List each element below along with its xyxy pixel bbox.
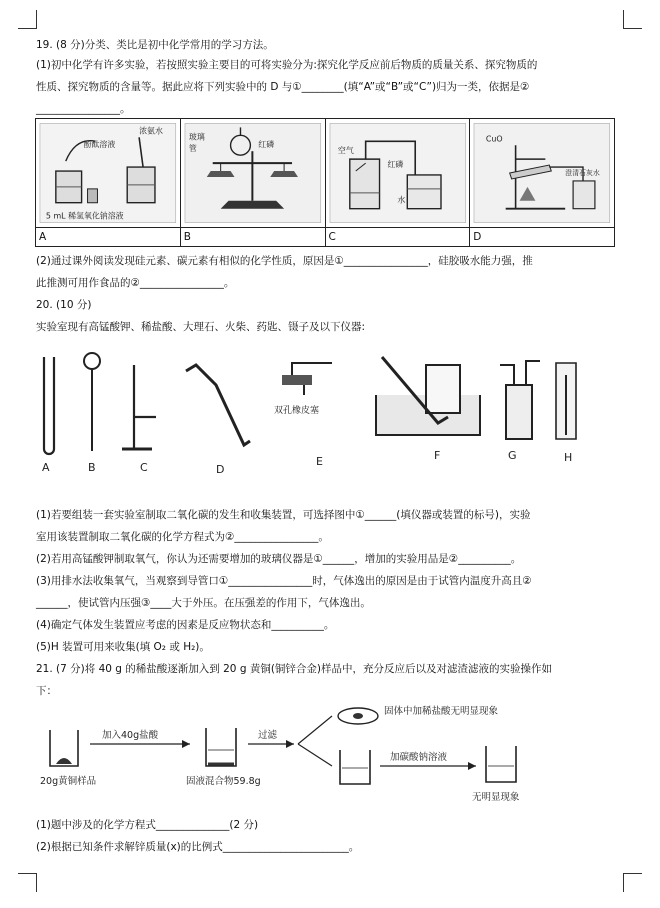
corner-mark-top-left — [18, 10, 37, 29]
experiment-label-a: A — [36, 228, 181, 247]
apparatus-figure — [30, 345, 620, 475]
experiment-c-cell — [325, 119, 470, 228]
q19-part1-line2: 性质、探究物质的含量等。据此应将下列实验中的 D 与①________(填“A”或“B”或“C”)归为一类，依据是② — [36, 81, 530, 93]
experiment-label-d: D — [470, 228, 615, 247]
apparatus-label-g: G — [508, 449, 517, 462]
q20-s1-line2: 室用该装置制取二氧化碳的化学方程式为②________________。 — [36, 531, 329, 543]
experiment-label-c: C — [325, 228, 470, 247]
q20-s2: (2)若用高锰酸钾制取氧气，你认为还需要增加的玻璃仪器是①______，增加的实验用品是②__________。 — [36, 553, 522, 565]
fig-d-label: CuO — [486, 134, 503, 144]
experiment-d-cell — [470, 119, 615, 228]
experiment-label-b: B — [180, 228, 325, 247]
two-hole-stopper-e — [282, 375, 312, 385]
corner-mark-bottom-right — [623, 873, 642, 892]
experiment-table — [35, 118, 615, 247]
q19-title: 19. (8 分)分类、类比是初中化学常用的学习方法。 — [36, 39, 274, 51]
stopper-label: 双孔橡皮塞 — [274, 406, 320, 416]
beaker-result — [486, 746, 516, 782]
fig-c-label-water: 水 — [396, 195, 405, 205]
q20-s1-line1: (1)若要组装一套实验室制取二氧化碳的发生和收集装置，可选择图中①______(填仪器或装置的标号)，实验 — [36, 509, 531, 521]
flow-filter: 过滤 — [258, 730, 278, 741]
fig-b-label-left2: 管 — [188, 144, 197, 154]
q20-s3-line2: ______，使试管内压强③____大于外压。在压强差的作用下，气体逸出。 — [36, 597, 371, 609]
fig-d-label2: 澄清石灰水 — [565, 168, 601, 177]
flow-mixture: 固液混合物59.8g — [186, 776, 261, 787]
flow-add-acid: 加入40g盐酸 — [102, 730, 159, 741]
apparatus-label-a: A — [42, 461, 50, 474]
q20-s3-line1: (3)用排水法收集氧气，当观察到导管口①________________时，气体逸出的原因是由于试管内温度升高且② — [36, 575, 532, 587]
apparatus-label-e: E — [316, 455, 323, 468]
corner-mark-top-right — [623, 10, 642, 29]
test-tube-a — [44, 357, 54, 454]
q21-title-line2: 下： — [36, 685, 57, 697]
experiment-d-figure — [470, 119, 614, 227]
gas-bottle-g — [506, 385, 532, 439]
fig-a-label-right: 浓氨水 — [139, 126, 163, 136]
funnel-b — [84, 353, 100, 369]
flow-add-solution: 加碳酸钠溶液 — [390, 752, 448, 763]
flow-no-change: 无明显现象 — [472, 792, 520, 803]
q21-s1: (1)题中涉及的化学方程式______________(2 分) — [36, 819, 259, 831]
q19-part1-line1: (1)初中化学有许多实验，若按照实验主要目的可将实验分为:探究化学反应前后物质的质量关系、探究物质的 — [36, 59, 538, 71]
corner-mark-bottom-left — [18, 873, 37, 892]
q19-part1-line3: ________________。 — [36, 103, 131, 115]
flow-solid-test: 固体中加稀盐酸无明显现象 — [384, 706, 499, 717]
apparatus-label-h: H — [564, 451, 573, 464]
fig-c-label-red: 红磷 — [386, 160, 403, 170]
experiment-c-figure — [326, 119, 470, 227]
apparatus-label-c: C — [140, 461, 148, 474]
apparatus-label-f: F — [434, 449, 441, 462]
fig-b-label-right: 红磷 — [258, 140, 274, 150]
beaker-filtrate — [340, 750, 370, 784]
flow-sample: 20g黄铜样品 — [40, 776, 97, 787]
q20-intro: 实验室现有高锰酸钾、稀盐酸、大理石、火柴、药匙、镊子及以下仪器: — [36, 321, 366, 333]
q19-part2-line2: 此推测可用作食品的②________________。 — [36, 277, 235, 289]
experiment-a-figure — [36, 119, 180, 227]
beaker-mixture — [206, 728, 236, 766]
q21-flow-diagram — [36, 700, 556, 808]
fig-a-label-top: 酚酞溶液 — [83, 140, 116, 150]
fig-a-label-bottom-text: 5 mL 稀氢氧化钠溶液 — [45, 211, 124, 221]
experiment-b-figure — [181, 119, 325, 227]
q20-s4: (4)确定气体发生装置应考虑的因素是反应物状态和__________。 — [36, 619, 335, 631]
fig-b-label-left1: 玻璃 — [188, 132, 205, 142]
q19-part2-line1: (2)通过课外阅读发现硅元素、碳元素有相似的化学性质，原因是①________________，硅胶吸水能力强，推 — [36, 255, 533, 267]
q20-title: 20. (10 分) — [36, 299, 92, 311]
apparatus-label-d: D — [216, 463, 225, 475]
bent-tube-d — [186, 365, 250, 445]
q21-title-line1: 21. (7 分)将 40 g 的稀盐酸逐渐加入到 20 g 黄铜(铜锌合金)样品中，充分反应后以及对滤渣滤液的实验操作如 — [36, 663, 553, 675]
apparatus-label-b: B — [88, 461, 96, 474]
experiment-b-cell — [180, 119, 325, 228]
q20-s5: (5)H 装置可用来收集(填 O₂ 或 H₂)。 — [36, 641, 210, 653]
fig-c-label-air: 空气 — [337, 146, 354, 156]
experiment-a-cell — [36, 119, 181, 228]
q21-s2: (2)根据已知条件求解锌质量(x)的比例式________________________。 — [36, 841, 360, 853]
